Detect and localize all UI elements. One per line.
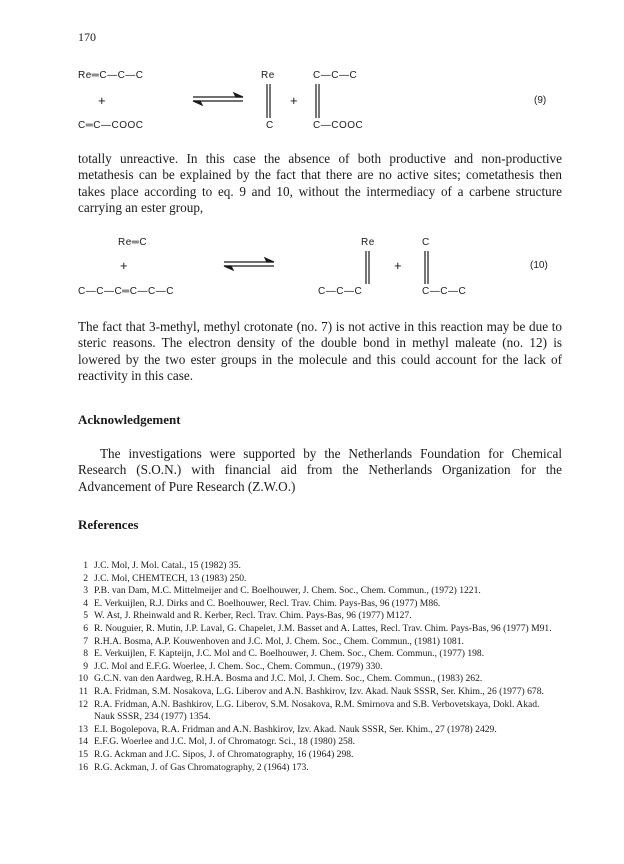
eq10-forward-arrowhead xyxy=(265,258,274,262)
reference-text: R. Nouguier, R. Mutin, J.P. Laval, G. Chapelet, J.M. Basset and A. Lattes, Recl. Trav. Chim. Pays-Bas, 96 (1977) M91. xyxy=(94,622,552,634)
eq10-plus-2: + xyxy=(394,258,403,273)
acknowledgement-text: The investigations were supported by the Netherlands Foundation for Chemical Research (S.O.N.) with financial aid from the Netherlands Organization for the Advancement of Pure Research (Z.W.O.) xyxy=(78,446,562,494)
reference-text: R.A. Fridman, S.M. Nosakova, L.G. Liberov and A.N. Bashkirov, Izv. Akad. Nauk SSSR, Ser. Khim., 26 (1977) 678. xyxy=(94,685,544,697)
reference-number: 7 xyxy=(83,635,88,647)
reference-text: J.C. Mol, J. Mol. Catal., 15 (1982) 35. xyxy=(94,560,241,571)
eq10-reactant-2: C—C—C═C—C—C xyxy=(78,286,174,297)
reference-text: E. Verkuijlen, R.J. Dirks and C. Boelhouwer, Recl. Trav. Chim. Pays-Bas, 96 (1977) M86. xyxy=(94,597,441,609)
reference-text: R.G. Ackman, J. of Gas Chromatography, 2 (1964) 173. xyxy=(94,761,309,773)
reference-text: R.G. Ackman and J.C. Sipos, J. of Chromatography, 16 (1964) 298. xyxy=(94,748,354,760)
reference-number: 10 xyxy=(78,673,88,685)
reference-item xyxy=(78,673,562,686)
eq9-forward-arrowhead xyxy=(234,93,243,97)
eq9-reactant-1: Re═C—C—C xyxy=(78,70,144,81)
reference-item xyxy=(78,648,562,661)
reference-item xyxy=(78,573,562,586)
eq10-product-2-top: C xyxy=(422,237,430,248)
reference-list xyxy=(78,560,562,774)
paragraph-2: The fact that 3-methyl, methyl crotonate (no. 7) is not active in this reaction may be due to steric reasons. The electron density of the double bond in methyl maleate (no. 12) is lowered by the two ester groups in the molecule and this could account for the lack of reactivity in this case. xyxy=(78,319,562,384)
reference-text: E.I. Bogolepova, R.A. Fridman and A.N. Bashkirov, Izv. Akad. Nauk SSSR, Ser. Khim., 27 (1978) 2429. xyxy=(94,723,497,735)
reference-number: 4 xyxy=(83,597,88,609)
reference-text: P.B. van Dam, M.C. Mittelmeijer and C. Boelhouwer, J. Chem. Soc., Chem. Commun., (1972) 1221. xyxy=(94,585,481,597)
reference-number: 15 xyxy=(78,748,88,760)
reference-number: 9 xyxy=(83,660,88,672)
eq9-product-2-top: C—C—C xyxy=(313,70,358,81)
reference-item xyxy=(78,762,562,775)
reference-text: J.C. Mol, CHEMTECH, 13 (1983) 250. xyxy=(94,572,247,584)
eq9-plus-1: + xyxy=(98,93,107,108)
eq9-plus-2: + xyxy=(290,93,299,108)
eq9-product-1-top: Re xyxy=(261,70,275,81)
reference-number: 2 xyxy=(83,572,88,584)
reference-number: 5 xyxy=(83,610,88,622)
reference-text: W. Ast, J. Rheinwald and R. Kerber, Recl. Trav. Chim. Pays-Bas, 96 (1977) M127. xyxy=(94,610,412,622)
reference-item xyxy=(78,610,562,623)
reference-item xyxy=(78,749,562,762)
reference-text: R.A. Fridman, A.N. Bashkirov, L.G. Liberov, S.M. Nosakova, R.M. Smirnova and S.B. Verbovetskaya, Dokl. Akad. Nauk SSSR, 234 (1977) 1354. xyxy=(94,698,540,723)
eq10-reactant-1: Re═C xyxy=(118,237,148,248)
reference-item xyxy=(78,585,562,598)
eq9-product-2-bottom: C—COOC xyxy=(313,120,364,131)
reference-number: 1 xyxy=(83,560,88,571)
reference-number: 6 xyxy=(83,622,88,634)
reference-item xyxy=(78,736,562,749)
reference-text: E.F.G. Woerlee and J.C. Mol, J. of Chromatogr. Sci., 18 (1980) 258. xyxy=(94,736,356,748)
eq9-reverse-arrowhead xyxy=(193,101,202,105)
eq10-product-1-top: Re xyxy=(361,237,375,248)
references-heading: References xyxy=(78,517,139,532)
acknowledgement-heading: Acknowledgement xyxy=(78,412,181,427)
reference-text: J.C. Mol and E.F.G. Woerlee, J. Chem. Soc., Chem. Commun., (1979) 330. xyxy=(94,660,383,672)
reference-item xyxy=(78,661,562,674)
reference-item xyxy=(78,560,562,573)
reference-item xyxy=(78,686,562,699)
reference-number: 12 xyxy=(78,698,88,710)
eq10-number: (10) xyxy=(530,260,548,271)
paragraph-1: totally unreactive. In this case the absence of both productive and non-productive metathesis can be explained by the fact that there are no active sites; cometathesis then takes place according to eq. 9 and 10, without the intermediacy of a carbene structure carrying an ester group, xyxy=(78,151,562,216)
eq9-product-1-bottom: C xyxy=(266,120,274,131)
reference-number: 8 xyxy=(83,648,88,660)
reference-number: 14 xyxy=(78,736,88,748)
reference-item xyxy=(78,724,562,737)
reference-item xyxy=(78,699,562,724)
eq10-plus-1: + xyxy=(120,258,129,273)
reference-text: E. Verkuijlen, F. Kapteijn, J.C. Mol and C. Boelhouwer, J. Chem. Soc., Chem. Commun., (1977) 198. xyxy=(94,648,485,660)
reference-number: 16 xyxy=(78,761,88,773)
eq9-number: (9) xyxy=(534,95,547,106)
reference-text: R.H.A. Bosma, A.P. Kouwenhoven and J.C. Mol, J. Chem. Soc., Chem. Commun., (1981) 1081. xyxy=(94,635,464,647)
page-number: 170 xyxy=(78,30,96,44)
reference-text: G.C.N. van den Aardweg, R.H.A. Bosma and J.C. Mol, J. Chem. Soc., Chem. Commun., (1983) 262. xyxy=(94,673,483,685)
eq10-product-1-bottom: C—C—C xyxy=(318,286,363,297)
eq10-reverse-arrowhead xyxy=(224,266,233,270)
reference-number: 3 xyxy=(83,585,88,597)
reference-number: 13 xyxy=(78,723,88,735)
reference-item xyxy=(78,636,562,649)
reference-item xyxy=(78,623,562,636)
eq10-product-2-bottom: C—C—C xyxy=(422,286,467,297)
reference-number: 11 xyxy=(78,685,88,697)
eq9-reactant-2: C═C—COOC xyxy=(78,120,144,131)
reference-item xyxy=(78,598,562,611)
